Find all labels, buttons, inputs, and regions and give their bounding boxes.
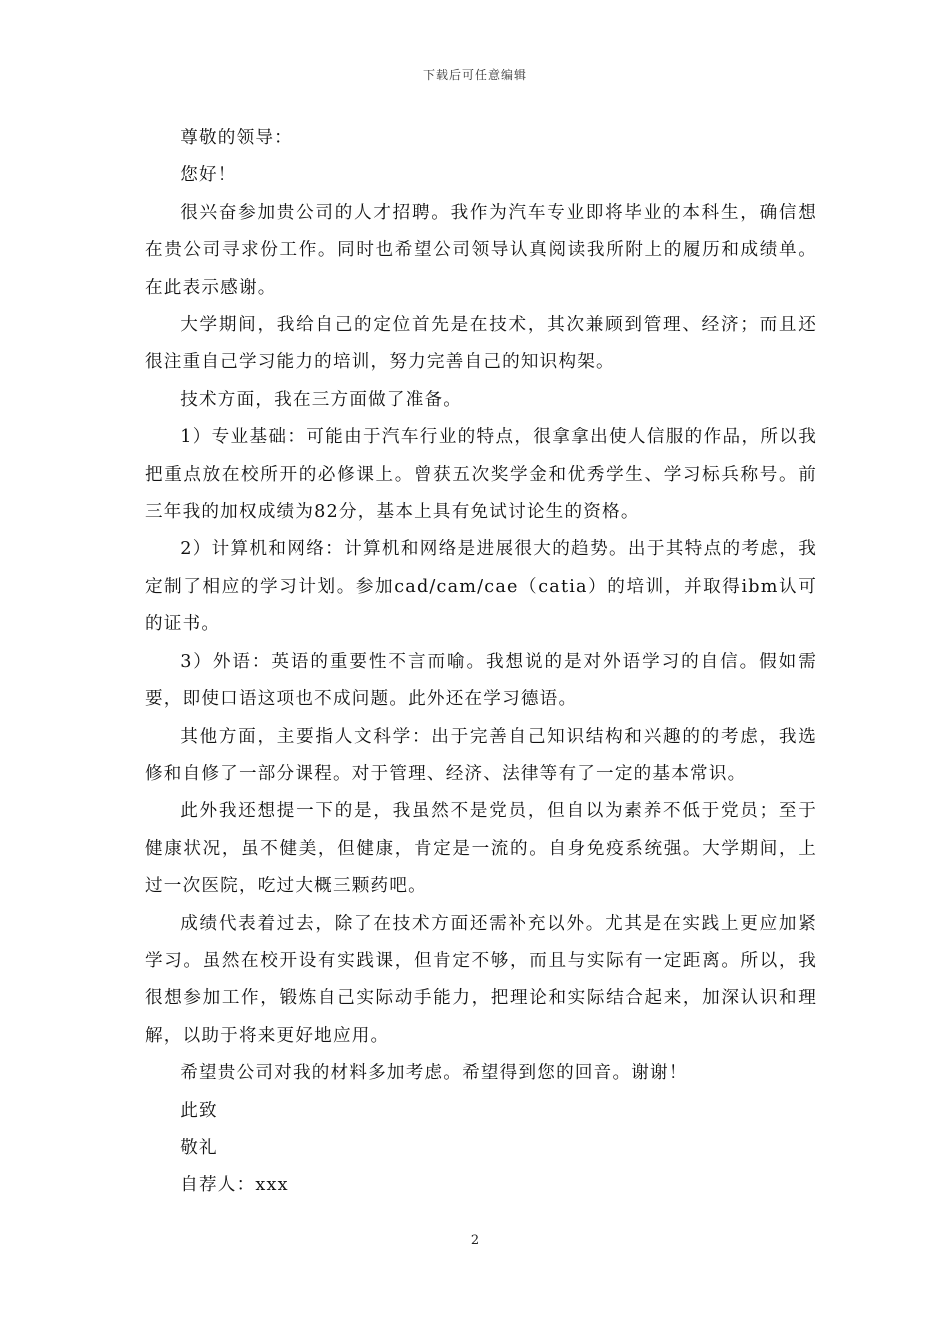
page-number: 2: [470, 1233, 480, 1248]
paragraph: 2）计算机和网络：计算机和网络是进展很大的趋势。出于其特点的考虑，我定制了相应的学习计划。参加cad/cam/cae（catia）的培训，并取得ibm认可的证书。: [145, 539, 817, 635]
paragraph: 希望贵公司对我的材料多加考虑。希望得到您的回音。谢谢！: [180, 1063, 688, 1084]
paragraph: 其他方面，主要指人文科学：出于完善自己知识结构和兴趣的的考虑，我选修和自修了一部分课程。对于管理、经济、法律等有了一定的基本常识。: [145, 726, 817, 784]
header-note: 下载后可任意编辑: [422, 68, 527, 82]
closing-line: 此致: [180, 1100, 218, 1121]
paragraph: 1）专业基础：可能由于汽车行业的特点，很拿拿出使人信服的作品，所以我把重点放在校所开的必修课上。曾获五次奖学金和优秀学生、学习标兵称号。前三年我的加权成绩为82分，基本上具有免试讨论生的资格。: [145, 427, 817, 523]
paragraph: 此外我还想提一下的是，我虽然不是党员，但自以为素养不低于党员；至于健康状况，虽不健美，但健康，肯定是一流的。自身免疫系统强。大学期间，上过一次医院，吃过大概三颗药吧。: [145, 801, 817, 897]
letter-body: [145, 120, 817, 1205]
signature: 自荐人：xxx: [180, 1175, 289, 1196]
paragraph: 3）外语：英语的重要性不言而喻。我想说的是对外语学习的自信。假如需要，即使口语这项也不成问题。此外还在学习德语。: [145, 651, 817, 710]
greeting: 您好！: [180, 165, 237, 186]
paragraph: 大学期间，我给自己的定位首先是在技术，其次兼顾到管理、经济；而且还很注重自己学习能力的培训，努力完善自己的知识构架。: [145, 315, 817, 373]
paragraph: 很兴奋参加贵公司的人才招聘。我作为汽车专业即将毕业的本科生，确信想在贵公司寻求份工作。同时也希望公司领导认真阅读我所附上的履历和成绩单。在此表示感谢。: [145, 202, 817, 298]
paragraph: 成绩代表着过去，除了在技术方面还需补充以外。尤其是在实践上更应加紧学习。虽然在校开设有实践课，但肯定不够，而且与实际有一定距离。所以，我很想参加工作，锻炼自己实际动手能力，把理论和实际结合起来，加深认识和理解，以助于将来更好地应用。: [145, 913, 817, 1046]
salutation: 尊敬的领导：: [180, 128, 293, 148]
closing-line: 敬礼: [180, 1137, 218, 1158]
paragraph: 技术方面，我在三方面做了准备。: [180, 389, 463, 410]
